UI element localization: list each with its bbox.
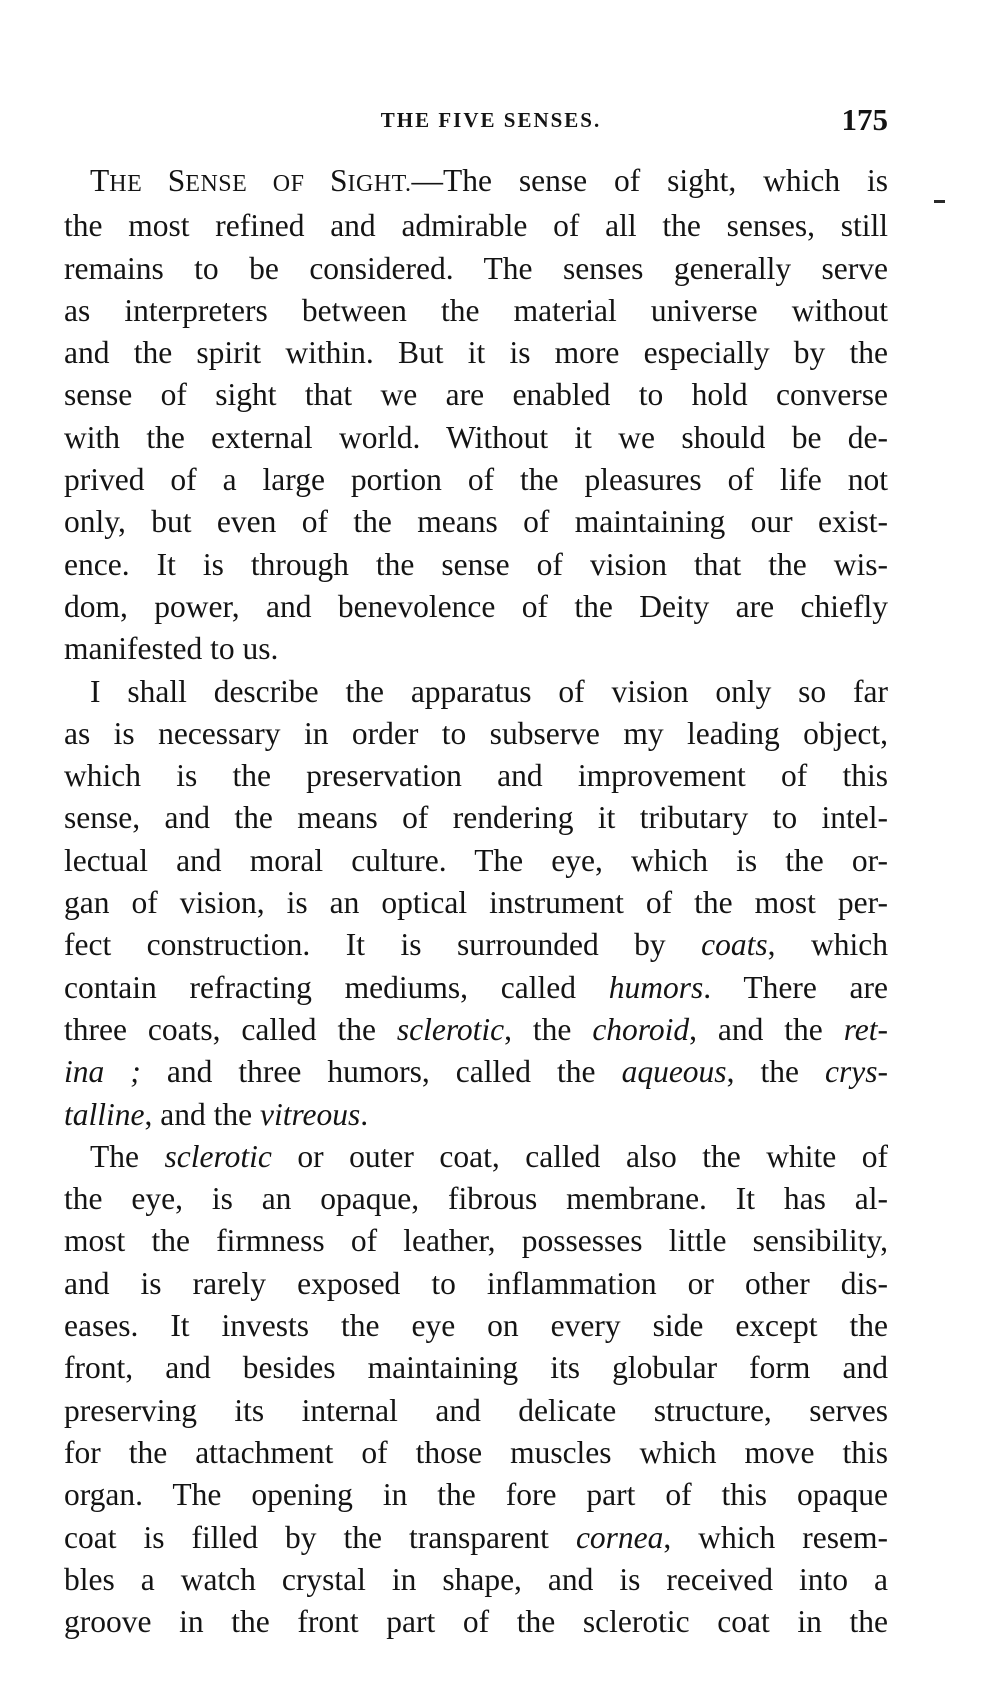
text-line: manifested to us. (64, 631, 279, 667)
paragraph-sense-of-sight (64, 160, 888, 671)
text-line: ence. It is through the sense of vision that the wis- (64, 546, 888, 582)
text-line: organ. The opening in the fore part of this opaque (64, 1477, 888, 1513)
text-line: which is the preservation and improvement of this (64, 758, 888, 794)
text-line: front, and besides maintaining its globular form and (64, 1350, 888, 1386)
running-head (64, 100, 888, 140)
text-line: talline, and the vitreous. (64, 1096, 369, 1132)
italic-term: aqueous (621, 1054, 727, 1090)
text-line: three coats, called the sclerotic, the choroid, and the ret- (64, 1011, 889, 1047)
running-title: THE FIVE SENSES. (380, 108, 602, 132)
text-line: sense, and the means of rendering it tributary to intel- (64, 800, 888, 836)
paragraph-sclerotic-coat (64, 1136, 888, 1644)
text-line: contain refracting mediums, called humors. There are (64, 969, 889, 1005)
text-line: the eye, is an opaque, fibrous membrane. It has al- (64, 1181, 888, 1217)
page-number: 175 (841, 102, 888, 137)
italic-term: sclerotic (396, 1011, 505, 1047)
text-line: and the spirit within. But it is more especially by the (64, 335, 888, 371)
text-line: dom, power, and benevolence of the Deity are chiefly (64, 588, 888, 624)
italic-term: ina ; (64, 1054, 141, 1090)
text-line: gan of vision, is an optical instrument of the most per- (64, 885, 888, 921)
italic-term: vitreous (259, 1096, 361, 1132)
italic-term: ret- (843, 1011, 889, 1047)
text-line: only, but even of the means of maintaining our exist- (64, 504, 888, 540)
text-line: most the firmness of leather, possesses little sensibility, (64, 1223, 888, 1259)
text-line: prived of a large portion of the pleasures of life not (64, 462, 888, 498)
text-line: sense of sight that we are enabled to hold converse (64, 377, 888, 413)
text-line: THE SENSE OF SIGHT.—The sense of sight, which is (90, 163, 888, 198)
text-line: for the attachment of those muscles which move this (64, 1434, 888, 1470)
text-line: remains to be considered. The senses generally serve (64, 250, 888, 286)
text-line: preserving its internal and delicate structure, serves (64, 1392, 888, 1428)
italic-term: talline (64, 1096, 145, 1132)
text-line: I shall describe the apparatus of vision only so far (90, 673, 888, 709)
text-line: ina ; and three humors, called the aqueous, the crys- (64, 1054, 888, 1090)
text-line: and is rarely exposed to inflammation or other dis- (64, 1265, 888, 1301)
section-heading: THE SENSE OF SIGHT. (90, 163, 412, 198)
text-line: bles a watch crystal in shape, and is received into a (64, 1561, 888, 1597)
printing-mark (934, 200, 945, 203)
italic-term: crys- (825, 1054, 888, 1090)
text-line: coat is filled by the transparent cornea, which resem- (64, 1519, 888, 1555)
body-text (64, 160, 888, 1643)
text-line: lectual and moral culture. The eye, which is the or- (64, 842, 888, 878)
text-line: The sclerotic or outer coat, called also the white of (90, 1138, 888, 1174)
italic-term: sclerotic (164, 1138, 272, 1174)
text-line: groove in the front part of the sclerotic coat in the (64, 1604, 888, 1640)
italic-term: cornea (575, 1519, 664, 1555)
text-line: fect construction. It is surrounded by coats, which (64, 927, 889, 963)
text-line: as interpreters between the material universe without (64, 292, 888, 328)
italic-term: coats (701, 927, 768, 963)
italic-term: choroid (592, 1011, 690, 1047)
italic-term: humors (608, 969, 704, 1005)
text-line: the most refined and admirable of all the senses, still (64, 208, 888, 244)
text-line: with the external world. Without it we should be de- (64, 419, 888, 455)
paragraph-apparatus-of-vision (64, 671, 888, 1136)
text-line: eases. It invests the eye on every side except the (64, 1308, 888, 1344)
text-line: as is necessary in order to subserve my leading object, (64, 715, 888, 751)
